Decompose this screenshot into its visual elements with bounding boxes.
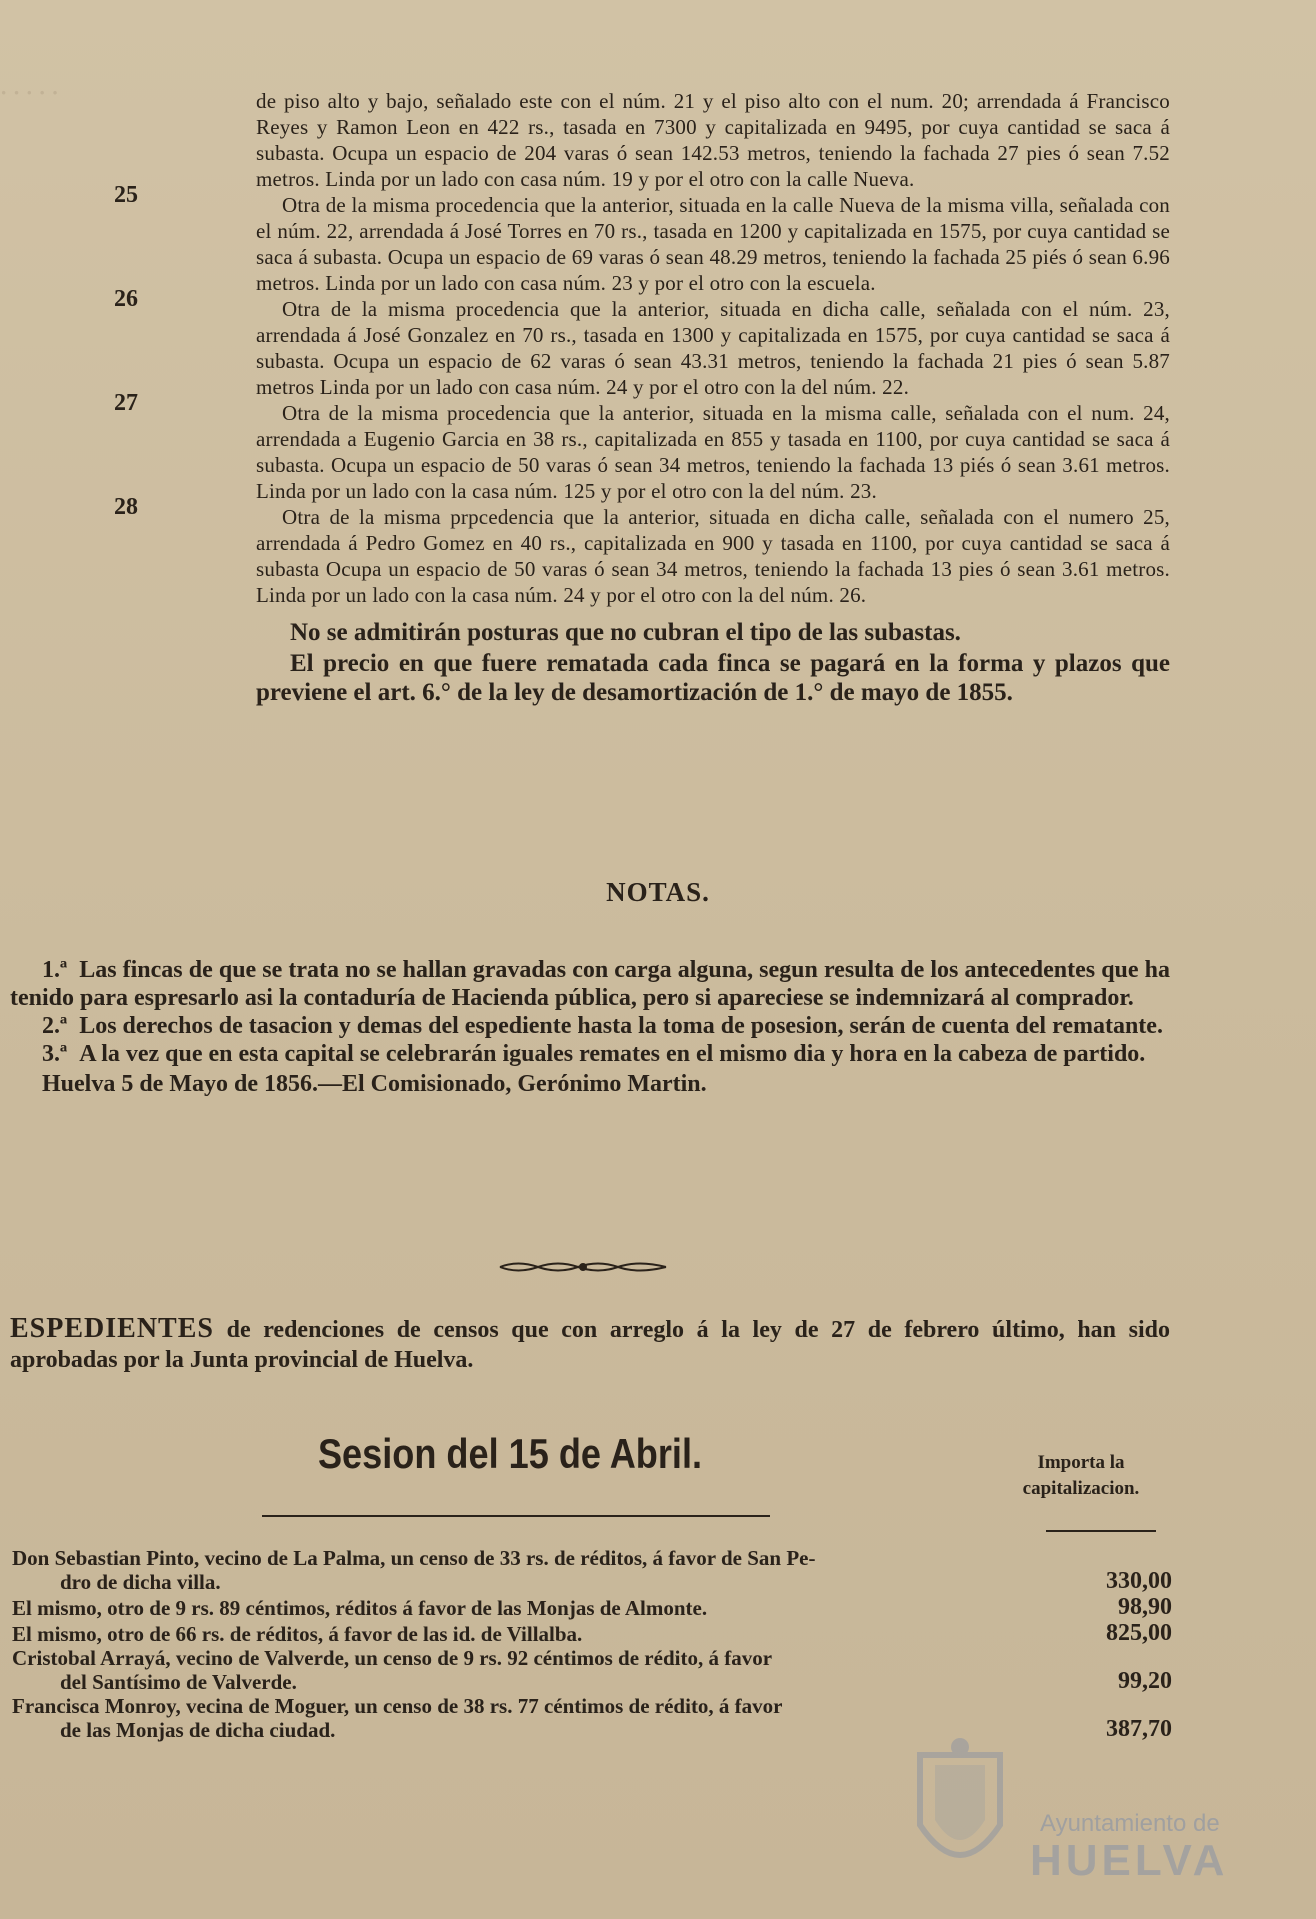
entry-text: Otra de la misma procedencia que la anterior, situada en la misma calle, señalada con el num. 24, arrendada a Eugenio Garcia en 38 rs., capitalizada en 855 y tasada en 1100, por cuya cantidad se saca á subasta. Ocupa un espacio de 50 varas ó sean 34 metros, teniendo la fachada 13 piés ó sean 3.61 metros. Linda por un lado con la casa núm. 125 y por el otro con la del núm. 23.	[256, 401, 1170, 503]
censo-amount: 825,00	[1106, 1620, 1172, 1646]
censo-amount: 99,20	[1118, 1668, 1172, 1694]
amount-rule	[1046, 1530, 1156, 1532]
closing-payment: El precio en que fuere rematada cada finca se pagará en la forma y plazos que previene el art. 6.° de la ley de desamortización de 1.° de mayo de 1855.	[256, 650, 1170, 706]
censo-amount: 330,00	[1106, 1568, 1172, 1594]
censo-line-cont: del Santísimo de Valverde.	[60, 1670, 297, 1694]
bleed-through: · · · · ·	[0, 80, 59, 105]
censo-line: Francisca Monroy, vecina de Moguer, un censo de 38 rs. 77 céntimos de rédito, á favor	[12, 1694, 783, 1718]
entries-column	[114, 88, 1170, 707]
entry-number: 28	[114, 494, 138, 520]
entry-25	[114, 182, 1170, 296]
entry-number: 25	[114, 182, 138, 208]
espedientes-intro	[10, 1314, 1170, 1375]
espedientes-lead: ESPEDIENTES	[10, 1313, 214, 1344]
notes-section	[10, 956, 1170, 1098]
note-text: Las fincas de que se trata no se hallan gravadas con carga alguna, segun resulta de los antecedentes que ha tenido para espresarlo asi la contaduría de Hacienda pública, pero si apareciese se indemnizará al comprador.	[10, 957, 1170, 1011]
censo-line-cont: de las Monjas de dicha ciudad.	[60, 1718, 336, 1742]
censo-line-cont: dro de dicha villa.	[60, 1570, 221, 1594]
notas-heading: NOTAS.	[606, 877, 710, 907]
watermark-line2: HUELVA	[1030, 1836, 1229, 1885]
entry-27	[114, 390, 1170, 504]
entry-text: de piso alto y bajo, señalado este con el núm. 21 y el piso alto con el num. 20; arrendada á Francisco Reyes y Ramon Leon en 422 rs., tasada en 7300 y capitalizada en 9495, por cuya cantidad se saca á subasta. Ocupa un espacio de 204 varas ó sean 142.53 metros, teniendo la fachada 27 pies ó sean 7.52 metros. Linda por un lado con casa núm. 19 y por el otro con la calle Nueva.	[256, 89, 1170, 191]
censo-line: El mismo, otro de 9 rs. 89 céntimos, réditos á favor de las Monjas de Almonte.	[12, 1596, 708, 1620]
entry-number: 26	[114, 286, 138, 312]
censo-description	[12, 1622, 1024, 1646]
note-3	[10, 1040, 1170, 1068]
signature-line: Huelva 5 de Mayo de 1856.—El Comisionado, Gerónimo Martin.	[42, 1071, 707, 1097]
censo-line: Cristobal Arrayá, vecino de Valverde, un censo de 9 rs. 92 céntimos de rédito, á favor	[12, 1646, 773, 1670]
note-text: Los derechos de tasacion y demas del espediente hasta la toma de posesion, serán de cuenta del rematante.	[79, 1013, 1163, 1039]
censo-row	[12, 1546, 1172, 1594]
censo-description	[12, 1596, 1024, 1620]
watermark-line1: Ayuntamiento de	[1040, 1810, 1220, 1837]
censo-description	[12, 1694, 1024, 1742]
note-marker: 2.ª	[42, 1013, 68, 1039]
note-2	[10, 1012, 1170, 1040]
censo-amount: 387,70	[1106, 1716, 1172, 1742]
espedientes-text: de redenciones de censos que con arreglo á la ley de 27 de febrero último, han sido aprobadas por la Junta provincial de Huelva.	[10, 1317, 1171, 1373]
censo-row	[12, 1620, 1172, 1646]
session-rule	[262, 1515, 770, 1517]
note-marker: 3.ª	[42, 1041, 68, 1067]
censo-row	[12, 1646, 1172, 1694]
entry-continuation	[256, 88, 1170, 192]
censo-row	[12, 1594, 1172, 1620]
note-marker: 1.ª	[42, 957, 68, 983]
entry-text: Otra de la misma prpcedencia que la anterior, situada en dicha calle, señalada con el numero 25, arrendada á Pedro Gomez en 40 rs., capitalizada en 900 y tasada en 1100, por cuya cantidad se saca á subasta Ocupa un espacio de 50 varas ó sean 34 metros, teniendo la fachada 13 pies ó sean 3.61 metros. Linda por un lado con la casa núm. 24 y por el otro con la del núm. 26.	[256, 505, 1170, 607]
note-1	[10, 956, 1170, 1012]
entry-text: Otra de la misma procedencia que la anterior, situada en la calle Nueva de la misma villa, señalada con el núm. 22, arrendada á José Torres en 70 rs., tasada en 1200 y capitalizada en 1575, por cuya cantidad se saca á subasta. Ocupa un espacio de 69 varas ó sean 48.29 metros, teniendo la fachada 25 piés ó sean 6.96 metros. Linda por un lado con casa núm. 23 y por el otro con la escuela.	[256, 193, 1170, 295]
entry-text: Otra de la misma procedencia que la anterior, situada en dicha calle, señalada con el núm. 23, arrendada á José Gonzalez en 70 rs., tasada en 1300 y capitalizada en 1575, por cuya cantidad se saca á subasta. Ocupa un espacio de 62 varas ó sean 43.31 metros, teniendo la fachada 21 pies ó sean 5.87 metros Linda por un lado con casa núm. 24 y por el otro con la del núm. 22.	[256, 297, 1170, 399]
closing-postures: No se admitirán posturas que no cubran el tipo de las subastas.	[290, 619, 961, 646]
note-text: A la vez que en esta capital se celebrarán iguales remates en el mismo dia y hora en la cabeza de partido.	[79, 1041, 1146, 1067]
censo-amount: 98,90	[1118, 1594, 1172, 1620]
amount-column-header: Importa la capitalizacion.	[1022, 1452, 1140, 1499]
censo-description	[12, 1646, 1024, 1694]
entry-number: 27	[114, 390, 138, 416]
censo-line: Don Sebastian Pinto, vecino de La Palma, un censo de 33 rs. de réditos, á favor de San Pe-	[12, 1546, 816, 1570]
session-title: Sesion del 15 de Abril.	[317, 1430, 703, 1477]
censos-list	[12, 1546, 1172, 1742]
ornament-divider	[498, 1260, 668, 1274]
censo-line: El mismo, otro de 66 rs. de réditos, á favor de las id. de Villalba.	[12, 1622, 583, 1646]
censo-description	[12, 1546, 1024, 1594]
entry-28	[114, 494, 1170, 608]
entry-26	[114, 286, 1170, 400]
